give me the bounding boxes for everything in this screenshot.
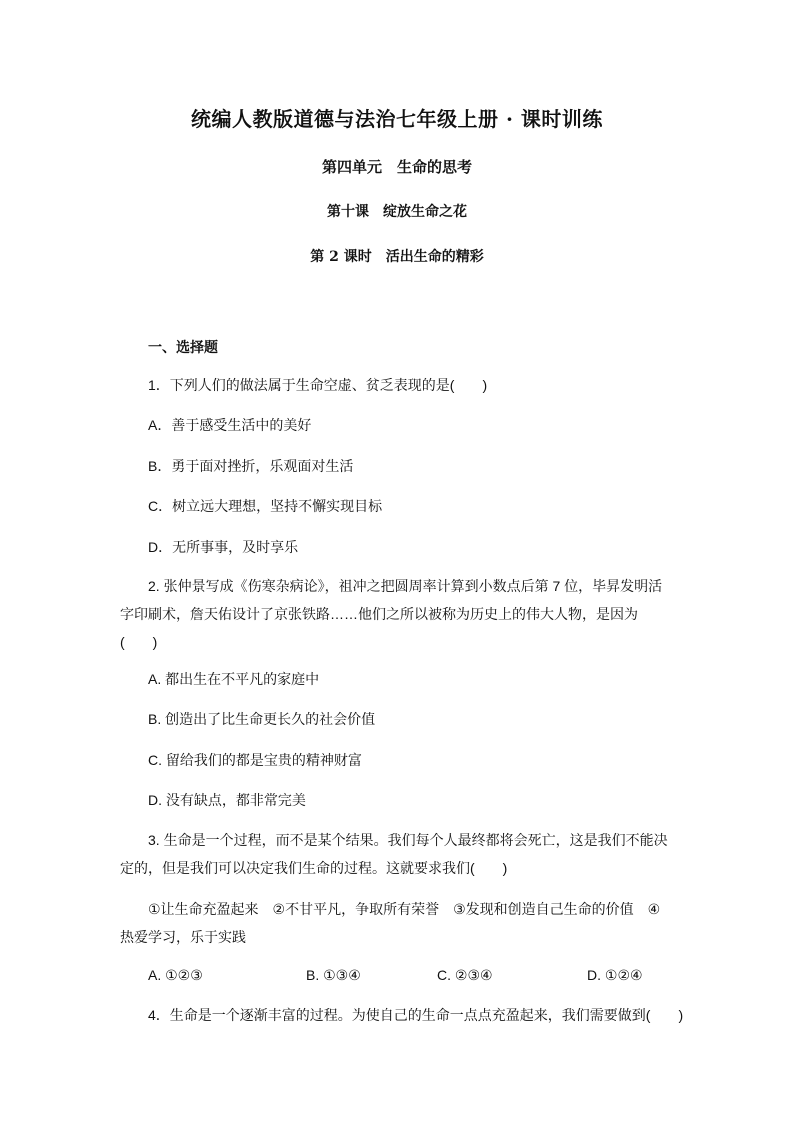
document-title: 统编人教版道德与法治七年级上册 · 课时训练 [191,107,603,131]
lesson-heading: 第十课 绽放生命之花 [327,204,467,220]
question-3-stem-line-2: 定的，但是我们可以决定我们生命的过程。这就要求我们( ) [120,860,508,876]
question-3-statements-line-2: 热爱学习，乐于实践 [120,929,246,945]
question-4-stem: 4．生命是一个逐渐丰富的过程。为使自己的生命一点点充盈起来，我们需要做到( ) [148,1007,684,1023]
question-3-option-d: D. ①②④ [587,967,643,983]
question-1-stem: 1．下列人们的做法属于生命空虚、贫乏表现的是( ) [148,377,488,393]
question-1-option-c: C．树立远大理想，坚持不懈实现目标 [148,498,383,514]
question-3-options [0,967,794,987]
question-2-option-c: C. 留给我们的都是宝贵的精神财富 [148,752,362,768]
question-1-option-d: D．无所事事，及时享乐 [148,539,299,555]
period-heading: 第 2 课时 活出生命的精彩 [310,249,484,265]
question-3-option-a: A. ①②③ [148,967,203,983]
question-3-option-c: C. ②③④ [437,967,493,983]
question-2-option-b: B. 创造出了比生命更长久的社会价值 [148,711,376,727]
unit-heading: 第四单元 生命的思考 [321,158,472,176]
question-2-option-a: A. 都出生在不平凡的家庭中 [148,671,320,687]
question-2-stem-line-2: 字印刷术，詹天佑设计了京张铁路……他们之所以被称为历史上的伟大人物，是因为 [120,606,638,622]
question-2-stem-line-1: 2. 张仲景写成《伤寒杂病论》，祖冲之把圆周率计算到小数点后第 7 位，毕昇发明活 [148,578,663,594]
question-1-option-a: A．善于感受生活中的美好 [148,417,312,433]
question-3-stem-line-1: 3. 生命是一个过程，而不是某个结果。我们每个人最终都将会死亡，这是我们不能决 [148,832,668,848]
question-3-statements-line-1: ①让生命充盈起来 ②不甘平凡，争取所有荣誉 ③发现和创造自己生命的价值 ④ [148,901,661,917]
section-heading: 一、选择题 [148,339,218,355]
question-2-stem-line-3: ( ) [120,634,158,650]
question-1-option-b: B．勇于面对挫折，乐观面对生活 [148,458,354,474]
question-2-option-d: D. 没有缺点，都非常完美 [148,792,306,808]
question-3-option-b: B. ①③④ [306,967,361,983]
